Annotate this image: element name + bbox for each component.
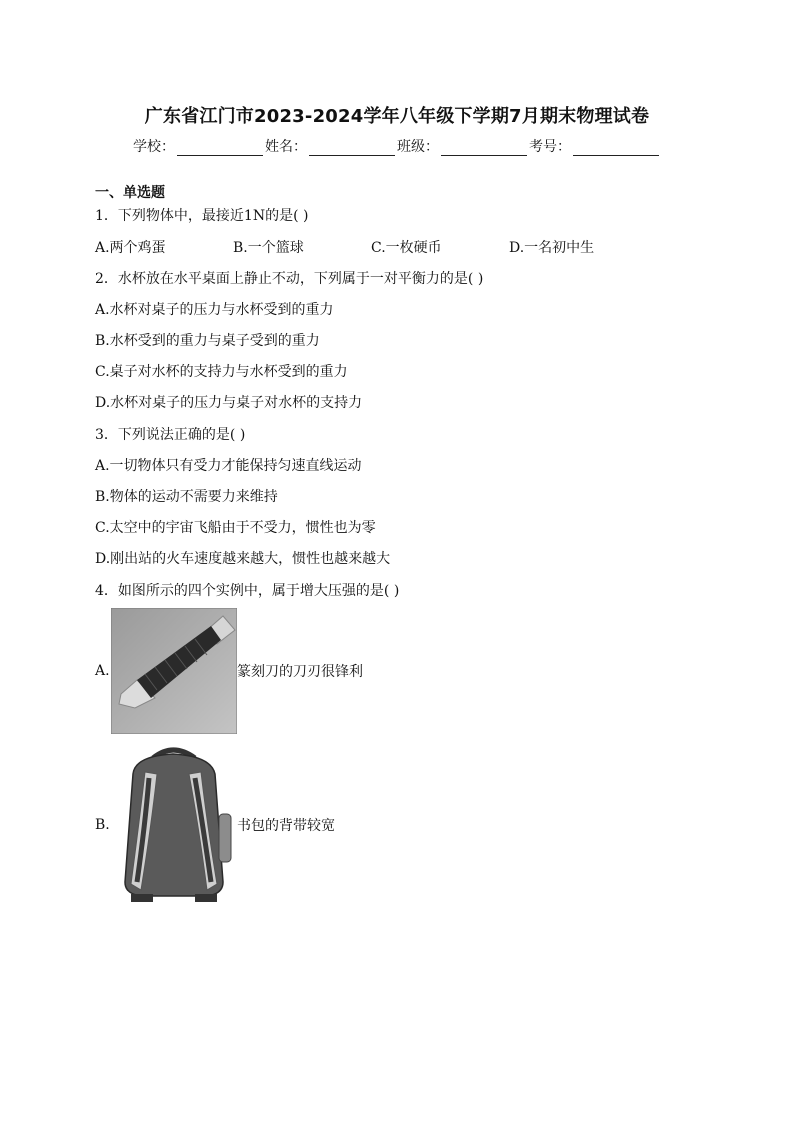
class-blank[interactable]	[441, 139, 527, 156]
section-heading: 一、单选题	[95, 185, 165, 201]
q4-option-b[interactable]	[95, 744, 335, 906]
q2-option-d[interactable]: D.水杯对桌子的压力与桌子对水杯的支持力	[95, 395, 363, 411]
question-1-options	[95, 237, 647, 257]
question-4-stem: 4．如图所示的四个实例中，属于增大压强的是( )	[95, 583, 400, 599]
q2-option-b[interactable]: B.水杯受到的重力与桌子受到的重力	[95, 333, 320, 349]
q3-option-c[interactable]: C.太空中的宇宙飞船由于不受力，惯性也为零	[95, 520, 376, 536]
backpack-icon	[111, 744, 237, 906]
q3-option-d[interactable]: D.刚出站的火车速度越来越大，惯性也越来越大	[95, 551, 391, 567]
class-label: 班级：	[397, 139, 439, 155]
question-2-stem: 2．水杯放在水平桌面上静止不动，下列属于一对平衡力的是( )	[95, 271, 484, 287]
name-blank[interactable]	[309, 139, 395, 156]
q4-option-b-text: 书包的背带较宽	[237, 818, 335, 834]
exam-number-field	[529, 136, 661, 156]
q2-option-a[interactable]: A.水杯对桌子的压力与水杯受到的重力	[95, 302, 334, 318]
question-3-stem: 3．下列说法正确的是( )	[95, 427, 246, 443]
exam-number-blank[interactable]	[573, 139, 659, 156]
q1-option-a[interactable]: A.两个鸡蛋	[95, 240, 166, 256]
q3-option-b[interactable]: B.物体的运动不需要力来维持	[95, 489, 278, 505]
class-field	[397, 136, 529, 156]
page-title: 广东省江门市2023-2024学年八年级下学期7月期末物理试卷	[144, 106, 650, 127]
exam-number-label: 考号：	[529, 139, 571, 155]
q3-option-a[interactable]: A.一切物体只有受力才能保持匀速直线运动	[95, 458, 362, 474]
q4-option-a-text: 篆刻刀的刀刃很锋利	[237, 664, 363, 680]
school-blank[interactable]	[177, 139, 263, 156]
name-field	[265, 136, 397, 156]
q1-option-b[interactable]: B.一个篮球	[233, 240, 304, 256]
student-info-row	[0, 136, 794, 156]
q4-option-a[interactable]	[95, 608, 363, 734]
q1-option-d[interactable]: D.一名初中生	[509, 240, 595, 256]
carving-knife-icon	[111, 608, 237, 734]
q1-option-c[interactable]: C.一枚硬币	[371, 240, 442, 256]
school-field	[133, 136, 265, 156]
school-label: 学校：	[133, 139, 175, 155]
name-label: 姓名：	[265, 139, 307, 155]
q4-option-a-label: A.	[95, 663, 110, 679]
q4-option-b-label: B.	[95, 817, 110, 833]
question-1-stem: 1．下列物体中，最接近1N的是( )	[95, 208, 309, 224]
q2-option-c[interactable]: C.桌子对水杯的支持力与水杯受到的重力	[95, 364, 348, 380]
